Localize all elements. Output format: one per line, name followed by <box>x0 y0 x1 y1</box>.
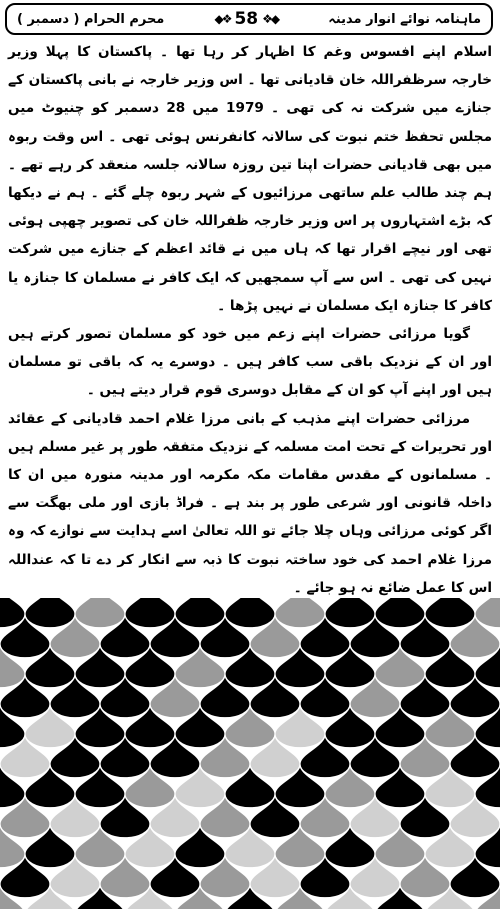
decorative-pattern <box>0 598 500 909</box>
magazine-title: ماہنامہ نوائے انوار مدینہ <box>328 11 481 27</box>
page-number-block <box>214 9 278 29</box>
teardrop-shape <box>275 598 325 628</box>
teardrop-shape <box>25 598 75 628</box>
paragraph-3: مرزائی حضرات اپنے مذہب کے بانی مرزا غلام احمد قادیانی کے عقائد اور تحریرات کے تحت امت مسلمہ کے نزدیک متفقہ طور پر غیر مسلم ہیں ۔ مسلمانوں کے مقدس مقامات مکہ مکرمہ اور مدینہ منورہ میں ان کا داخلہ قانونی اور شرعی طور پر بند ہے ۔ فراڈ بازی اور ملی بھگت سے اگر کوئی مرزائی وہاں چلا جائے تو اللہ تعالیٰ اسے ہدایت سے نوازے کہ وہ مرزا غلام احمد کی خود ساختہ نبوت کا ذبہ سے انکار کر دے تا کہ عنداللہ اس کا عمل ضائع نہ ہو جائے ۔ <box>8 410 492 596</box>
teardrop-shape <box>225 598 275 628</box>
page-header <box>5 3 493 35</box>
issue-date: محرم الحرام ( دسمبر ) <box>17 11 165 27</box>
paragraph-1: اسلام اپنے افسوس وغم کا اظہار کر رہا تھا ۔ پاکستان کا پہلا وزیر خارجہ سرظفراللہ خان قادیانی تھا ۔ اس وزیر خارجہ نے بانی پاکستان کے جنازے میں شرکت نہ کی تھی ۔ 1979 میں 28 دسمبر کو چنیوٹ میں مجلس تحفظ ختم نبوت کی سالانہ کانفرنس ہوئی تھی ۔ اس وقت ربوہ میں بھی قادیانی حضرات اپنا تین روزہ سالانہ جلسہ منعقد کر رہے تھے ۔ ہم چند طالب علم ساتھی مرزائیوں کے شہر ربوہ چلے گئے ۔ ہم نے دیکھا کہ بڑے اشتہاروں پر اس وزیر خارجہ ظفراللہ خان کی تصویر چھپی ہوئی تھی اور نیچے اقرار تھا کہ ہاں میں نے قائد اعظم کے جنازے میں شرکت نہیں کی تھی ۔ اس سے آپ سمجھیں کہ ایک کافر نے مسلمان کا جنازہ یا کافر کا جنازہ ایک مسلمان نے نہیں پڑھا ۔ <box>8 44 492 314</box>
paragraph-2: گویا مرزائی حضرات اپنے زعم میں خود کو مسلمان تصور کرتے ہیں اور ان کے نزدیک باقی سب کافر ہیں ۔ دوسرے یہ کہ باقی تو مسلمان ہیں اور اپنے آپ کو ان کے مقابل دوسری قوم قرار دیتے ہیں ۔ <box>8 326 492 399</box>
article-body <box>8 38 492 602</box>
teardrop-pattern-graphic <box>0 598 500 909</box>
teardrop-shape <box>175 598 225 628</box>
teardrop-shape <box>375 598 425 628</box>
ornament-right-icon: ❖◆ <box>262 12 279 26</box>
teardrop-shape <box>75 598 125 628</box>
teardrop-shape <box>325 598 375 628</box>
teardrop-shape <box>125 598 175 628</box>
page-number: 58 <box>234 9 259 29</box>
teardrop-shape <box>425 598 475 628</box>
ornament-left-icon: ◆❖ <box>214 12 231 26</box>
